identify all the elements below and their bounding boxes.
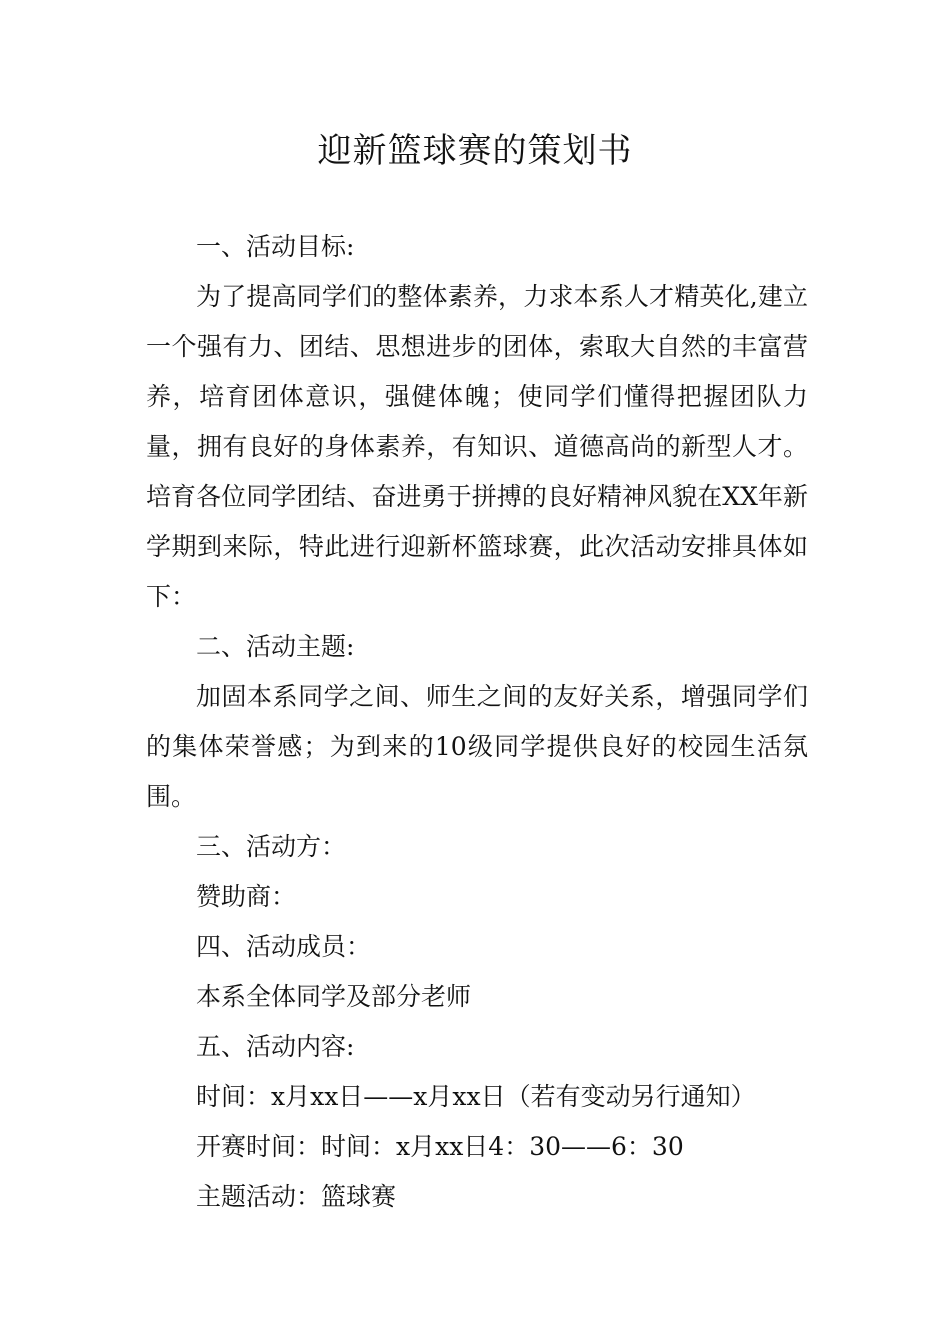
section-heading-goal: 一、活动目标: bbox=[196, 232, 355, 261]
section-heading-members: 四、活动成员： bbox=[196, 932, 372, 961]
paragraph-time: 时间：x月xx日——x月xx日（若有变动另行通知） bbox=[196, 1082, 756, 1111]
paragraph-main-activity: 主题活动：篮球赛 bbox=[196, 1182, 397, 1211]
paragraph-goal: 为了提高同学们的整体素养，力求本系人才精英化,建立一个强有力、团结、思想进步的团体，索取大自然的丰富营养，培育团体意识，强健体魄；使同学们懂得把握团队力量，拥有良好的身体素养，有知识、道德高尚的新型人才。培育各位同学团结、奋进勇于拼搏的良好精神风貌在XX年新学期到来际，特此进行迎新杯篮球赛，此次活动安排具体如下： bbox=[146, 282, 808, 611]
paragraph-members: 本系全体同学及部分老师 bbox=[196, 982, 472, 1011]
document-body bbox=[146, 222, 808, 1222]
section-heading-theme: 二、活动主题: bbox=[196, 632, 355, 661]
document-title: 迎新篮球赛的策划书 bbox=[317, 131, 633, 171]
section-heading-organizer: 三、活动方： bbox=[196, 832, 347, 861]
paragraph-start-time: 开赛时间：时间：x月xx日4：30——6：30 bbox=[196, 1132, 684, 1161]
paragraph-sponsor: 赞助商： bbox=[196, 882, 297, 911]
paragraph-theme: 加固本系同学之间、师生之间的友好关系，增强同学们的集体荣誉感；为到来的10级同学提供良好的校园生活氛围。 bbox=[146, 682, 808, 811]
section-heading-content: 五、活动内容: bbox=[196, 1032, 355, 1061]
